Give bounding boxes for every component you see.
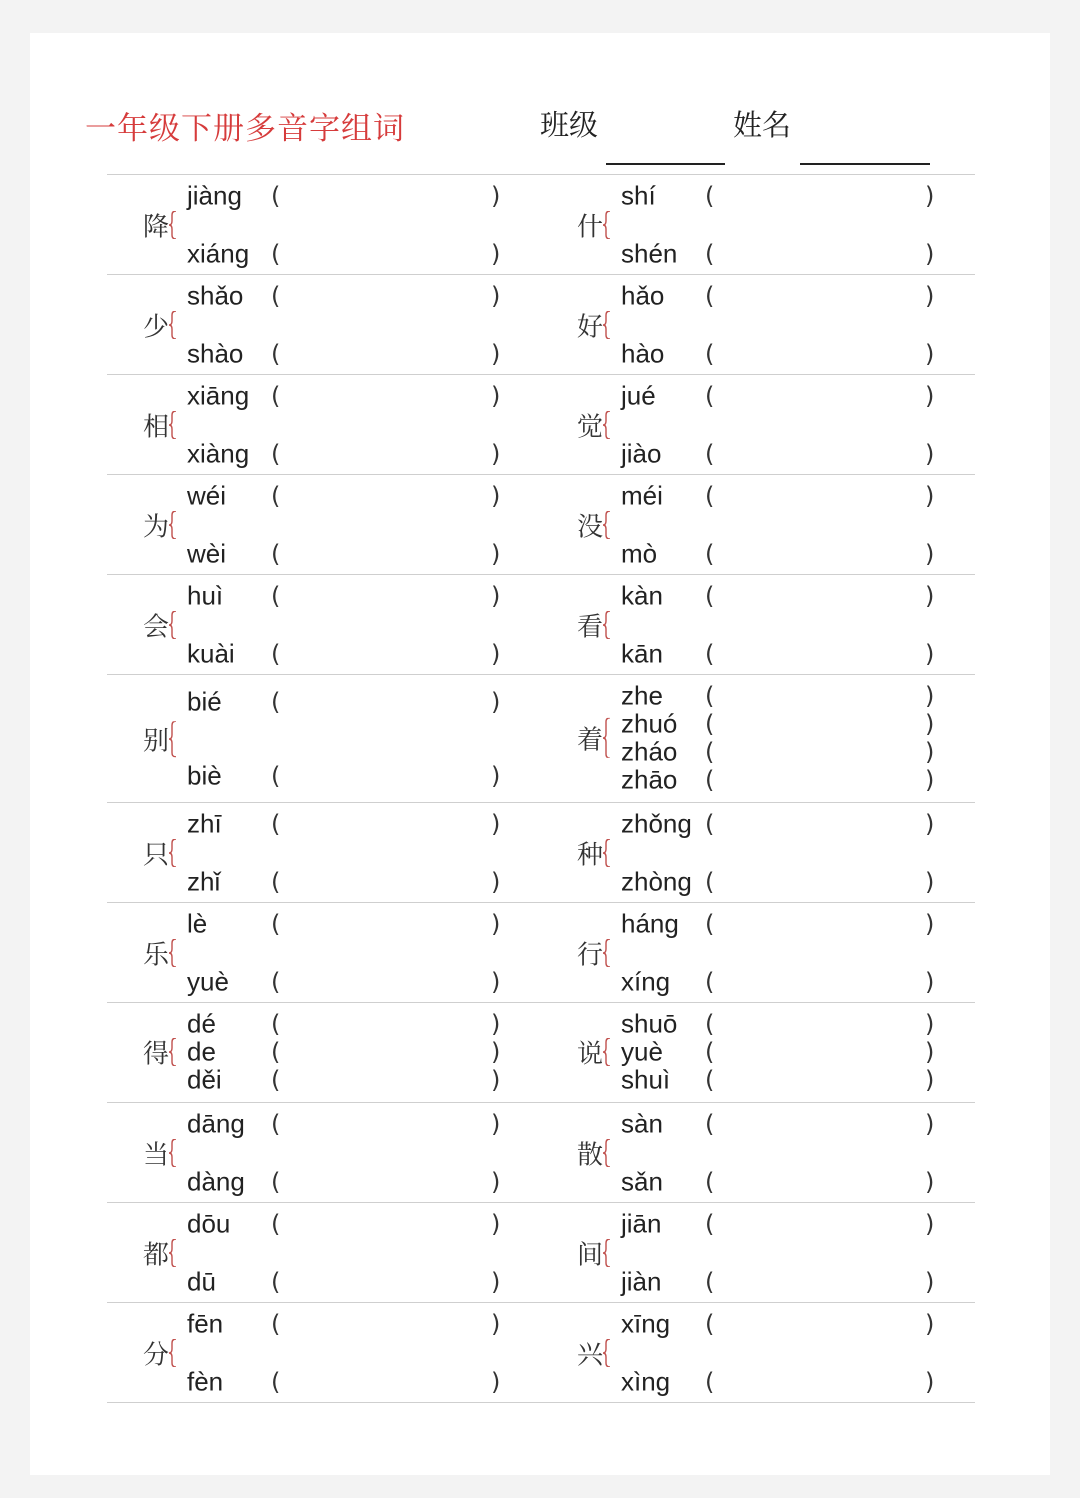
- answer-blank-open-paren[interactable]: (: [705, 738, 715, 766]
- answer-blank-close-paren[interactable]: ): [925, 340, 935, 368]
- name-label: 姓名: [733, 108, 792, 142]
- polyphone-entry-right: [541, 1002, 975, 1102]
- answer-blank-open-paren[interactable]: (: [271, 688, 281, 717]
- pinyin-reading: wèi: [187, 538, 227, 569]
- answer-blank-close-paren[interactable]: ): [491, 282, 501, 310]
- answer-blank-open-paren[interactable]: (: [705, 1268, 715, 1296]
- polyphone-entry-right: [541, 574, 975, 674]
- answer-blank-open-paren[interactable]: (: [271, 1210, 281, 1238]
- polyphone-character: 都: [143, 1240, 170, 1271]
- curly-brace-icon: [603, 939, 611, 967]
- table-row: [107, 1002, 975, 1102]
- pinyin-reading: zhe: [621, 680, 663, 711]
- polyphone-entry-left: [107, 1102, 541, 1202]
- curly-brace-icon: [603, 211, 611, 239]
- polyphone-character: 别: [143, 726, 170, 757]
- pinyin-reading: fēn: [187, 1308, 224, 1339]
- pinyin-reading: xīng: [621, 1308, 671, 1339]
- pinyin-reading: hào: [621, 338, 665, 369]
- polyphone-character: 会: [143, 612, 170, 643]
- answer-blank-close-paren[interactable]: ): [925, 968, 935, 996]
- pinyin-reading: zhuó: [621, 708, 678, 739]
- answer-blank-open-paren[interactable]: (: [705, 1210, 715, 1238]
- curly-brace-icon: [603, 718, 611, 758]
- answer-blank-close-paren[interactable]: ): [925, 240, 935, 268]
- answer-blank-open-paren[interactable]: (: [705, 182, 715, 210]
- answer-blank-close-paren[interactable]: ): [491, 240, 501, 268]
- pinyin-reading: xìng: [621, 1366, 671, 1397]
- curly-brace-icon: [603, 1139, 611, 1167]
- curly-brace-icon: [169, 211, 177, 239]
- table-row: [107, 274, 975, 374]
- answer-blank-open-paren[interactable]: (: [705, 1310, 715, 1338]
- pinyin-reading: xiāng: [187, 380, 250, 411]
- answer-blank-close-paren[interactable]: ): [491, 382, 501, 410]
- answer-blank-close-paren[interactable]: ): [491, 1168, 501, 1196]
- answer-blank-close-paren[interactable]: ): [491, 1310, 501, 1338]
- pinyin-reading: sǎn: [621, 1166, 663, 1197]
- answer-blank-close-paren[interactable]: ): [925, 1038, 935, 1066]
- answer-blank-open-paren[interactable]: (: [705, 440, 715, 468]
- pinyin-reading: háng: [621, 908, 679, 939]
- curly-brace-icon: [603, 411, 611, 439]
- pinyin-reading: zhòng: [621, 866, 692, 897]
- curly-brace-icon: [169, 411, 177, 439]
- answer-blank-close-paren[interactable]: ): [491, 1010, 501, 1038]
- pinyin-reading: zhǒng: [621, 808, 692, 839]
- pinyin-reading: méi: [621, 480, 663, 511]
- pinyin-reading: hǎo: [621, 280, 665, 311]
- pinyin-reading: děi: [187, 1064, 222, 1095]
- answer-blank-close-paren[interactable]: ): [491, 810, 501, 838]
- pinyin-reading: dàng: [187, 1166, 245, 1197]
- curly-brace-icon: [169, 1239, 177, 1267]
- polyphone-entry-left: [107, 174, 541, 274]
- polyphone-entry-left: [107, 1002, 541, 1102]
- polyphone-character: 分: [143, 1340, 170, 1371]
- table-row: [107, 1202, 975, 1302]
- answer-blank-open-paren[interactable]: (: [705, 340, 715, 368]
- answer-blank-open-paren[interactable]: (: [271, 1010, 281, 1038]
- polyphone-character: 行: [577, 940, 604, 971]
- pinyin-reading: zhī: [187, 808, 222, 839]
- pinyin-reading: shén: [621, 238, 678, 269]
- answer-blank-close-paren[interactable]: ): [491, 540, 501, 568]
- pinyin-reading: xiáng: [187, 238, 250, 269]
- answer-blank-open-paren[interactable]: (: [271, 282, 281, 310]
- pinyin-reading: shào: [187, 338, 244, 369]
- answer-blank-close-paren[interactable]: ): [491, 1210, 501, 1238]
- answer-blank-open-paren[interactable]: (: [271, 482, 281, 510]
- curly-brace-icon: [169, 1339, 177, 1367]
- answer-blank-open-paren[interactable]: (: [271, 762, 281, 791]
- curly-brace-icon: [169, 839, 177, 867]
- pinyin-reading: wéi: [187, 480, 227, 511]
- table-row: [107, 574, 975, 674]
- pinyin-reading: jiàng: [187, 180, 242, 211]
- answer-blank-close-paren[interactable]: ): [925, 1010, 935, 1038]
- answer-blank-open-paren[interactable]: (: [271, 640, 281, 668]
- pinyin-reading: shǎo: [187, 280, 244, 311]
- pinyin-reading: kān: [621, 638, 663, 669]
- pinyin-reading: jiān: [621, 1208, 662, 1239]
- polyphone-entry-right: [541, 1202, 975, 1302]
- polyphone-character: 看: [577, 612, 604, 643]
- polyphone-entry-left: [107, 1302, 541, 1402]
- answer-blank-open-paren[interactable]: (: [705, 910, 715, 938]
- pinyin-reading: jiào: [621, 438, 662, 469]
- polyphone-entry-right: [541, 174, 975, 274]
- curly-brace-icon: [169, 1139, 177, 1167]
- worksheet-page: [30, 33, 1050, 1475]
- answer-blank-close-paren[interactable]: ): [491, 968, 501, 996]
- answer-blank-close-paren[interactable]: ): [925, 810, 935, 838]
- curly-brace-icon: [169, 1038, 177, 1066]
- answer-blank-close-paren[interactable]: ): [491, 1066, 501, 1094]
- answer-blank-open-paren[interactable]: (: [271, 1268, 281, 1296]
- pinyin-reading: shuō: [621, 1008, 678, 1039]
- answer-blank-close-paren[interactable]: ): [925, 1310, 935, 1338]
- polyphone-entry-right: [541, 674, 975, 802]
- pinyin-reading: yuè: [187, 966, 229, 997]
- pinyin-reading: de: [187, 1036, 216, 1067]
- polyphone-entry-right: [541, 274, 975, 374]
- answer-blank-close-paren[interactable]: ): [491, 762, 501, 791]
- polyphone-character: 种: [577, 840, 604, 871]
- answer-blank-close-paren[interactable]: ): [925, 282, 935, 310]
- polyphone-character: 没: [577, 512, 604, 543]
- answer-blank-close-paren[interactable]: ): [925, 640, 935, 668]
- polyphone-entry-left: [107, 674, 541, 802]
- polyphone-character: 着: [577, 725, 604, 756]
- answer-blank-close-paren[interactable]: ): [925, 738, 935, 766]
- row-divider: [107, 1402, 975, 1403]
- answer-blank-close-paren[interactable]: ): [925, 766, 935, 794]
- polyphone-character: 当: [143, 1140, 170, 1171]
- polyphone-character: 间: [577, 1240, 604, 1271]
- polyphone-entry-right: [541, 902, 975, 1002]
- curly-brace-icon: [603, 1239, 611, 1267]
- polyphone-character: 为: [143, 512, 170, 543]
- answer-blank-open-paren[interactable]: (: [705, 868, 715, 896]
- table-row: [107, 1102, 975, 1202]
- answer-blank-open-paren[interactable]: (: [271, 382, 281, 410]
- curly-brace-icon: [169, 611, 177, 639]
- answer-blank-open-paren[interactable]: (: [271, 910, 281, 938]
- table-row: [107, 174, 975, 274]
- answer-blank-close-paren[interactable]: ): [925, 868, 935, 896]
- polyphone-entry-right: [541, 1102, 975, 1202]
- pinyin-reading: zháo: [621, 736, 678, 767]
- polyphone-character: 散: [577, 1140, 604, 1171]
- answer-blank-close-paren[interactable]: ): [925, 482, 935, 510]
- answer-blank-open-paren[interactable]: (: [705, 810, 715, 838]
- answer-blank-close-paren[interactable]: ): [491, 688, 501, 717]
- answer-blank-close-paren[interactable]: ): [925, 182, 935, 210]
- pinyin-reading: dāng: [187, 1108, 245, 1139]
- pinyin-reading: dū: [187, 1266, 216, 1297]
- table-row: [107, 1302, 975, 1402]
- pinyin-reading: kuài: [187, 638, 235, 669]
- answer-blank-open-paren[interactable]: (: [271, 340, 281, 368]
- polyphone-entry-left: [107, 474, 541, 574]
- pinyin-reading: xíng: [621, 966, 671, 997]
- curly-brace-icon: [603, 839, 611, 867]
- answer-blank-open-paren[interactable]: (: [705, 1010, 715, 1038]
- answer-blank-close-paren[interactable]: ): [491, 910, 501, 938]
- pinyin-reading: jué: [621, 380, 656, 411]
- table-row: [107, 674, 975, 802]
- pinyin-reading: dōu: [187, 1208, 231, 1239]
- answer-blank-close-paren[interactable]: ): [925, 910, 935, 938]
- answer-blank-open-paren[interactable]: (: [271, 810, 281, 838]
- answer-blank-close-paren[interactable]: ): [491, 482, 501, 510]
- answer-blank-open-paren[interactable]: (: [705, 482, 715, 510]
- answer-blank-open-paren[interactable]: (: [705, 640, 715, 668]
- polyphone-entry-left: [107, 902, 541, 1002]
- pinyin-reading: shí: [621, 180, 656, 211]
- pinyin-reading: jiàn: [621, 1266, 662, 1297]
- answer-blank-open-paren[interactable]: (: [705, 1038, 715, 1066]
- answer-blank-close-paren[interactable]: ): [925, 582, 935, 610]
- answer-blank-open-paren[interactable]: (: [705, 682, 715, 710]
- curly-brace-icon: [169, 721, 177, 757]
- answer-blank-open-paren[interactable]: (: [271, 540, 281, 568]
- polyphone-character: 乐: [143, 940, 170, 971]
- curly-brace-icon: [603, 511, 611, 539]
- pinyin-reading: kàn: [621, 580, 663, 611]
- polyphone-character: 说: [577, 1039, 604, 1070]
- pinyin-reading: shuì: [621, 1064, 671, 1095]
- answer-blank-open-paren[interactable]: (: [271, 1368, 281, 1396]
- pinyin-reading: yuè: [621, 1036, 663, 1067]
- pinyin-reading: sàn: [621, 1108, 663, 1139]
- polyphone-character: 兴: [577, 1340, 604, 1371]
- answer-blank-close-paren[interactable]: ): [925, 682, 935, 710]
- answer-blank-open-paren[interactable]: (: [271, 1066, 281, 1094]
- curly-brace-icon: [169, 939, 177, 967]
- answer-blank-close-paren[interactable]: ): [925, 382, 935, 410]
- answer-blank-close-paren[interactable]: ): [491, 1368, 501, 1396]
- polyphone-entry-left: [107, 1202, 541, 1302]
- answer-blank-open-paren[interactable]: (: [705, 540, 715, 568]
- pinyin-reading: dé: [187, 1008, 216, 1039]
- curly-brace-icon: [603, 611, 611, 639]
- answer-blank-close-paren[interactable]: ): [925, 1168, 935, 1196]
- curly-brace-icon: [603, 1038, 611, 1066]
- polyphone-character: 什: [577, 212, 604, 243]
- answer-blank-close-paren[interactable]: ): [491, 440, 501, 468]
- polyphone-entry-right: [541, 1302, 975, 1402]
- answer-blank-close-paren[interactable]: ): [925, 1268, 935, 1296]
- table-row: [107, 902, 975, 1002]
- answer-blank-open-paren[interactable]: (: [705, 1168, 715, 1196]
- answer-blank-open-paren[interactable]: (: [271, 1110, 281, 1138]
- polyphone-entry-left: [107, 802, 541, 902]
- answer-blank-open-paren[interactable]: (: [705, 1110, 715, 1138]
- pinyin-reading: bié: [187, 686, 222, 717]
- answer-blank-close-paren[interactable]: ): [491, 1038, 501, 1066]
- answer-blank-open-paren[interactable]: (: [271, 1310, 281, 1338]
- pinyin-reading: fèn: [187, 1366, 224, 1397]
- answer-blank-close-paren[interactable]: ): [491, 182, 501, 210]
- polyphone-character: 少: [143, 312, 170, 343]
- answer-blank-open-paren[interactable]: (: [271, 582, 281, 610]
- answer-blank-open-paren[interactable]: (: [271, 440, 281, 468]
- answer-blank-close-paren[interactable]: ): [491, 1268, 501, 1296]
- answer-blank-open-paren[interactable]: (: [271, 868, 281, 896]
- table-row: [107, 374, 975, 474]
- pinyin-reading: lè: [187, 908, 208, 939]
- pinyin-reading: zhǐ: [187, 866, 221, 897]
- answer-blank-open-paren[interactable]: (: [705, 282, 715, 310]
- curly-brace-icon: [169, 311, 177, 339]
- answer-blank-close-paren[interactable]: ): [491, 582, 501, 610]
- answer-blank-close-paren[interactable]: ): [925, 710, 935, 738]
- pinyin-reading: mò: [621, 538, 658, 569]
- polyphone-entry-right: [541, 374, 975, 474]
- polyphone-character: 降: [143, 212, 170, 243]
- answer-blank-close-paren[interactable]: ): [925, 1110, 935, 1138]
- answer-blank-open-paren[interactable]: (: [705, 968, 715, 996]
- polyphone-entry-right: [541, 474, 975, 574]
- curly-brace-icon: [169, 511, 177, 539]
- answer-blank-close-paren[interactable]: ): [925, 540, 935, 568]
- polyphone-entry-left: [107, 574, 541, 674]
- pinyin-reading: huì: [187, 580, 224, 611]
- answer-blank-close-paren[interactable]: ): [491, 1110, 501, 1138]
- polyphone-character: 觉: [577, 412, 604, 443]
- worksheet-title: 一年级下册多音字组词: [85, 111, 405, 147]
- polyphone-character: 好: [577, 312, 604, 343]
- answer-blank-open-paren[interactable]: (: [705, 240, 715, 268]
- answer-blank-close-paren[interactable]: ): [491, 868, 501, 896]
- answer-blank-close-paren[interactable]: ): [491, 640, 501, 668]
- polyphone-entry-right: [541, 802, 975, 902]
- answer-blank-open-paren[interactable]: (: [705, 382, 715, 410]
- answer-blank-open-paren[interactable]: (: [271, 968, 281, 996]
- curly-brace-icon: [603, 311, 611, 339]
- answer-blank-close-paren[interactable]: ): [491, 340, 501, 368]
- answer-blank-open-paren[interactable]: (: [705, 1368, 715, 1396]
- answer-blank-open-paren[interactable]: (: [705, 766, 715, 794]
- answer-blank-open-paren[interactable]: (: [271, 240, 281, 268]
- curly-brace-icon: [603, 1339, 611, 1367]
- answer-blank-open-paren[interactable]: (: [705, 710, 715, 738]
- pinyin-reading: xiàng: [187, 438, 250, 469]
- answer-blank-close-paren[interactable]: ): [925, 1210, 935, 1238]
- class-label: 班级: [540, 108, 599, 142]
- polyphone-character: 得: [143, 1039, 170, 1070]
- answer-blank-close-paren[interactable]: ): [925, 1368, 935, 1396]
- polyphone-character: 相: [143, 412, 170, 443]
- polyphone-entry-left: [107, 274, 541, 374]
- answer-blank-close-paren[interactable]: ): [925, 440, 935, 468]
- pinyin-reading: zhāo: [621, 764, 678, 795]
- answer-blank-open-paren[interactable]: (: [705, 1066, 715, 1094]
- answer-blank-open-paren[interactable]: (: [271, 182, 281, 210]
- answer-blank-open-paren[interactable]: (: [271, 1038, 281, 1066]
- answer-blank-close-paren[interactable]: ): [925, 1066, 935, 1094]
- answer-blank-open-paren[interactable]: (: [271, 1168, 281, 1196]
- table-row: [107, 802, 975, 902]
- polyphone-entry-left: [107, 374, 541, 474]
- answer-blank-open-paren[interactable]: (: [705, 582, 715, 610]
- pinyin-reading: biè: [187, 760, 222, 791]
- polyphone-character: 只: [143, 840, 170, 871]
- table-row: [107, 474, 975, 574]
